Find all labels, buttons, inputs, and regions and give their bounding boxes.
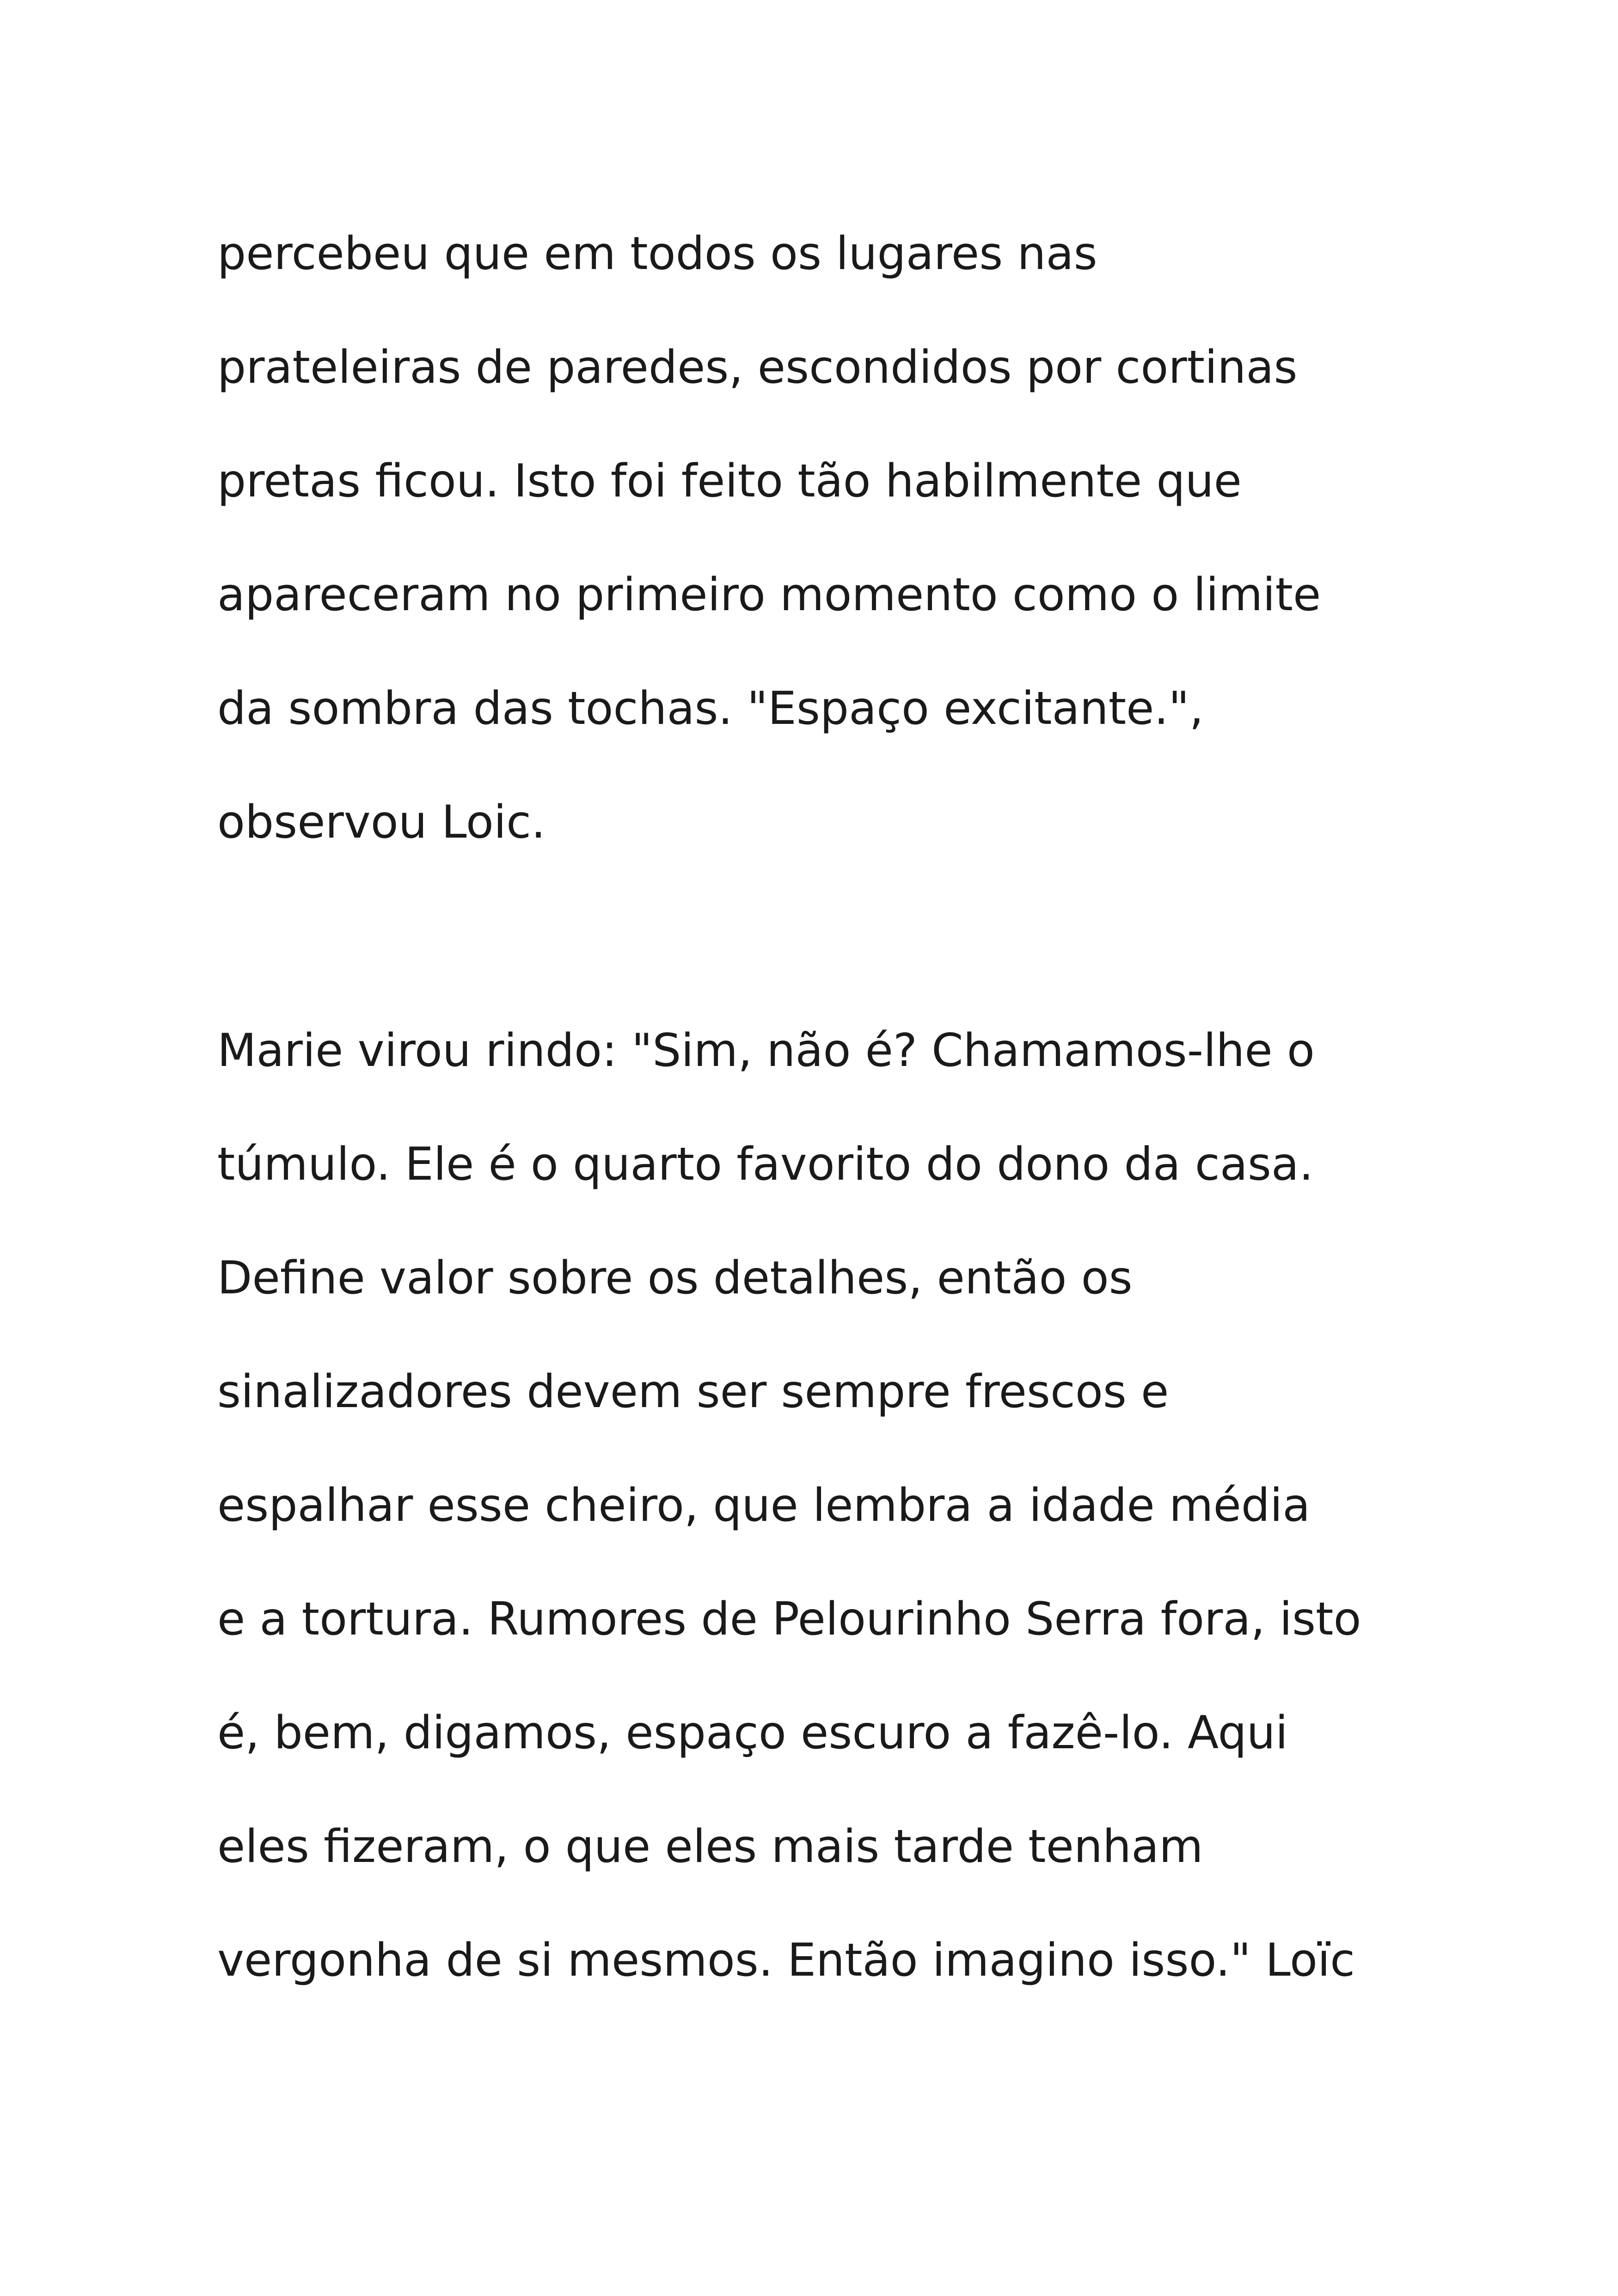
text-line: observou Loic.	[217, 796, 546, 849]
paragraph-2	[217, 994, 1586, 2017]
text-line: pretas ficou. Isto foi feito tão habilmente que	[217, 455, 1242, 508]
text-line: percebeu que em todos os lugares nas	[217, 227, 1097, 280]
text-line: da sombra das tochas. "Espaço excitante.",	[217, 682, 1204, 735]
text-line: prateleiras de paredes, escondidos por cortinas	[217, 341, 1298, 394]
text-line: é, bem, digamos, espaço escuro a fazê-lo. Aqui	[217, 1707, 1288, 1759]
text-line: espalhar esse cheiro, que lembra a idade média	[217, 1479, 1311, 1532]
text-line: Define valor sobre os detalhes, então os	[217, 1252, 1133, 1304]
text-line: eles fizeram, o que eles mais tarde tenham	[217, 1820, 1203, 1873]
text-line: túmulo. Ele é o quarto favorito do dono da casa.	[217, 1138, 1314, 1191]
text-line: apareceram no primeiro momento como o limite	[217, 569, 1321, 621]
text-line: e a tortura. Rumores de Pelourinho Serra fora, isto	[217, 1593, 1361, 1646]
text-line: vergonha de si mesmos. Então imagino isso." Loïc	[217, 1934, 1355, 1987]
text-line: sinalizadores devem ser sempre frescos e	[217, 1365, 1169, 1418]
text-line: Marie virou rindo: "Sim, não é? Chamamos-lhe o	[217, 1024, 1315, 1077]
paragraph-1	[217, 197, 1586, 879]
